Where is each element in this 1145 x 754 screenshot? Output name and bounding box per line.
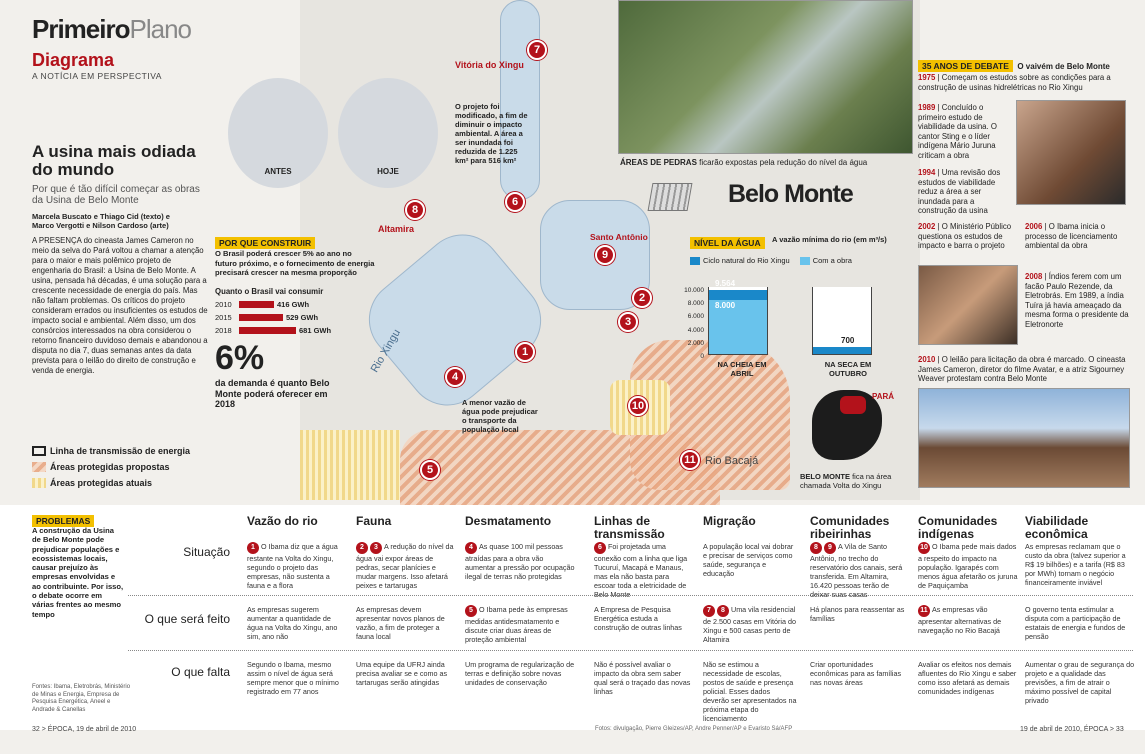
row-label-falta: O que falta bbox=[171, 665, 230, 679]
cell-text: As empresas sugerem aumentar a quantidade de água na Volta do Xingu, ano sim, ano não bbox=[247, 605, 338, 641]
ref-9: 9 bbox=[824, 542, 836, 554]
ref-3: 3 bbox=[370, 542, 382, 554]
photo-cameron bbox=[918, 388, 1130, 488]
why-text: O Brasil poderá crescer 5% ao ano no futuro próximo, e o fornecimento de energia precisará crescer na mesma proporção bbox=[215, 249, 375, 277]
consumo-value: 416 GWh bbox=[277, 300, 310, 309]
timeline-text: Uma revisão dos estudos de viabilidade reduz a área a ser inundada para a construção da usina bbox=[918, 168, 1001, 215]
section-kicker: A NOTÍCIA EM PERSPECTIVA bbox=[32, 71, 162, 81]
cell-text: Não se estimou a necessidade de escolas, postos de saúde e presença policial. Esses dados deverão ser apresentados na próxima etapa do licenciamento bbox=[703, 660, 797, 723]
cell-falta-indigenas bbox=[918, 660, 1018, 696]
cell-text: Uma vila residencial de 2.500 casas em Vitória do Xingu e 500 casas perto de Altamira bbox=[703, 605, 796, 644]
ref-5: 5 bbox=[465, 605, 477, 617]
cell-text: As empresas devem apresentar novos planos de vazão, a fim de proteger a fauna local bbox=[356, 605, 445, 641]
map-marker-10[interactable]: 10 bbox=[628, 396, 648, 416]
timeline-text: Índios ferem com um facão Paulo Rezende, da Eletrobrás. Em 1989, a índia Tuíra já havia ameaçado da mesma forma o presidente da Eletronorte bbox=[1025, 272, 1129, 329]
water-v3: 700 bbox=[841, 336, 855, 345]
water-legend-1-label: Ciclo natural do Rio Xingu bbox=[703, 256, 790, 265]
water-legend-1 bbox=[690, 256, 790, 265]
cell-falta-migracao bbox=[703, 660, 798, 723]
cell-text: As empresas reclamam que o custo da obra (talvez superior a R$ 19 bilhões) e a tarifa (R$ 83 por MWh) tornam o negócio financeiramente inviável bbox=[1025, 542, 1126, 587]
cell-text: As quase 100 mil pessoas atraídas para a obra vão aumentar a pressão por ocupação ilegal de terras não protegidas bbox=[465, 542, 575, 581]
cell-feito-ribeirinhas bbox=[810, 605, 910, 623]
timeline-item-1994: 1994 | Uma revisão dos estudos de viabilidade reduz a área a ser inundada para a construção da usina bbox=[918, 168, 1001, 215]
col-linhas: Linhas de transmissão bbox=[594, 514, 665, 541]
map-marker-1[interactable]: 1 bbox=[515, 342, 535, 362]
big-percent-text: da demanda é quanto Belo Monte poderá oferecer em 2018 bbox=[215, 378, 330, 409]
cell-text: Segundo o Ibama, mesmo assim o nível de água será sempre menor que o mínimo registrado em 77 anos bbox=[247, 660, 339, 696]
para-state bbox=[840, 396, 866, 414]
footer-right: 19 de abril de 2010, ÉPOCA > 33 bbox=[1020, 726, 1124, 733]
water-swatch-1 bbox=[690, 257, 700, 265]
footer-left: 32 > ÉPOCA, 19 de abril de 2010 bbox=[32, 726, 137, 733]
cell-situacao-ribeirinhas bbox=[810, 542, 910, 599]
cell-feito-migracao bbox=[703, 605, 798, 644]
cell-feito-desmatamento bbox=[465, 605, 575, 644]
ref-11: 11 bbox=[918, 605, 930, 617]
timeline-item-2008: 2008 | Índios ferem com um facão Paulo Rezende, da Eletrobrás. Em 1989, a índia Tuíra já havia ameaçado da mesma forma o presidente da Eletronorte bbox=[1025, 272, 1129, 329]
tick: 8.000 bbox=[687, 300, 704, 308]
why-header-label: POR QUE CONSTRUIR bbox=[215, 237, 315, 249]
ref-8: 8 bbox=[810, 542, 822, 554]
timeline-text: Concluído o primeiro estudo de viabilidade da usina. O cantor Sting e o líder indígena Mário Juruna criticam a obra bbox=[918, 103, 997, 160]
photo-dam bbox=[618, 0, 913, 154]
timeline-year: 1989 bbox=[918, 103, 936, 112]
cell-feito-linhas bbox=[594, 605, 692, 632]
ref-4: 4 bbox=[465, 542, 477, 554]
article-title: A usina mais odiada do mundo bbox=[32, 142, 196, 179]
row-label-feito: O que será feito bbox=[144, 612, 230, 626]
cell-text: Criar oportunidades econômicas para as famílias nas novas áreas bbox=[810, 660, 902, 687]
cell-situacao-migracao bbox=[703, 542, 798, 578]
consumo-row-2010 bbox=[215, 298, 365, 311]
cell-text: A população local vai dobrar e precisar de serviços como saúde, segurança e educação bbox=[703, 542, 794, 578]
timeline-text: O Ibama inicia o processo de licenciamento ambiental da obra bbox=[1025, 222, 1118, 250]
dam-icon bbox=[648, 183, 693, 211]
cell-feito-fauna bbox=[356, 605, 456, 641]
cell-falta-desmatamento bbox=[465, 660, 575, 687]
water-ticks bbox=[682, 284, 704, 363]
water-legend-2 bbox=[800, 256, 852, 265]
cell-feito-indigenas bbox=[918, 605, 1018, 635]
article-subtitle: Por que é tão difícil começar as obras da Usina de Belo Monte bbox=[32, 184, 200, 206]
label-rio-bacaja: Rio Bacajá bbox=[705, 455, 759, 467]
consumo-value: 681 GWh bbox=[299, 326, 332, 335]
credits: Fotos: divulgação, Pierre Gleizes/AP, Andre Penner/AP e Evaristo Sá/AFP bbox=[595, 726, 793, 732]
legend-current-swatch bbox=[32, 478, 46, 488]
consumo-value: 529 GWh bbox=[286, 313, 319, 322]
cell-feito-viabilidade bbox=[1025, 605, 1135, 641]
water-legend-2-label: Com a obra bbox=[812, 256, 852, 265]
timeline-title: O vaivém de Belo Monte bbox=[1017, 62, 1110, 71]
cell-text: O Ibama pede mais dados a respeito do impacto na população. Igarapés com menos água afetarão os juruna de Paquiçamba bbox=[918, 542, 1018, 590]
cell-text: Aumentar o grau de segurança do projeto e a qualidade das previsões, a fim de atrair o máximo possível de capital privado bbox=[1025, 660, 1135, 705]
cell-feito-vazao bbox=[247, 605, 347, 641]
photo-tuira bbox=[918, 265, 1018, 345]
col-viabilidade: Viabilidade econômica bbox=[1025, 514, 1089, 541]
consumo-bar bbox=[239, 327, 296, 334]
tick: 2.000 bbox=[687, 339, 704, 347]
water-c2: NA SECA EM OUTUBRO bbox=[824, 360, 872, 378]
water-header bbox=[690, 233, 765, 251]
consumo-bar bbox=[239, 314, 283, 321]
cell-falta-viabilidade bbox=[1025, 660, 1135, 705]
upper-river bbox=[500, 0, 540, 200]
col-indigenas: Comunidades indígenas bbox=[918, 514, 998, 541]
cell-text: Avaliar os efeitos nos demais afluentes do Rio Xingu e saber como isso afetará as demais comunidades indígenas bbox=[918, 660, 1017, 696]
sources: Fontes: Ibama, Eletrobrás, Ministério de Minas e Energia, Empresa de Pesquisa Energética, Aneel e Andrade & Canellas bbox=[32, 684, 131, 713]
cell-situacao-indigenas bbox=[918, 542, 1018, 590]
water-legend bbox=[690, 256, 852, 265]
water-v2: 8.000 bbox=[715, 301, 736, 310]
cell-text: O governo tenta estimular a disputa com a participação de estatais de energia e fundos de pensão bbox=[1025, 605, 1126, 641]
map-marker-9[interactable]: 9 bbox=[595, 245, 615, 265]
map-marker-2[interactable]: 2 bbox=[632, 288, 652, 308]
col-ribeirinhas: Comunidades ribeirinhas bbox=[810, 514, 890, 541]
map-marker-8[interactable]: 8 bbox=[405, 200, 425, 220]
label-rio-xingu: Rio Xingu bbox=[368, 327, 403, 375]
consumo-chart bbox=[215, 298, 365, 337]
cell-situacao-linhas bbox=[594, 542, 692, 599]
consumo-row-2018 bbox=[215, 324, 365, 337]
ref-6: 6 bbox=[594, 542, 606, 554]
cell-falta-linhas bbox=[594, 660, 692, 696]
cell-text: Foi projetada uma conexão com a linha que liga Tucuruí, Macapá e Manaus, mas ela não basta para escoar toda a eletricidade de Belo Monte bbox=[594, 542, 688, 599]
article-lead: A PRESENÇA do cineasta James Cameron no meio da selva do Pará voltou a chamar a atenção para o maior e mais polêmico projeto de engenharia do Brasil: a Usina de Belo Monte. A usina, pensada há décadas, é uma solução para a crescente necessidade de energia do país. Mas não faltam problemas. Os críticos do projeto consideram errados ou insuficientes os estudos de impacto social e ambiental. Além disso, um dos consórcios interessados na obra considerou o retorno financeiro duvidoso demais e abandonou a disputa no dia 7, duas semanas antes da data prevista para o leilão do direito de construção e venda de energia. bbox=[32, 236, 208, 375]
brand-bold: Primeiro bbox=[32, 14, 130, 44]
thumb-after-label: HOJE bbox=[377, 167, 399, 176]
cell-falta-fauna bbox=[356, 660, 456, 687]
ref-1: 1 bbox=[247, 542, 259, 554]
cell-situacao-fauna bbox=[356, 542, 456, 590]
article-byline: Marcela Buscato e Thiago Cid (texto) e Marco Vergotti e Nilson Cardoso (arte) bbox=[32, 212, 170, 230]
big-percent: 6% bbox=[215, 339, 265, 377]
timeline-header bbox=[918, 56, 1110, 74]
ref-7: 7 bbox=[703, 605, 715, 617]
timeline-year: 2010 bbox=[918, 355, 936, 364]
label-santo: Santo Antônio bbox=[590, 232, 648, 242]
label-vitoria: Vitória do Xingu bbox=[455, 60, 524, 70]
timeline-year: 2006 bbox=[1025, 222, 1043, 231]
water-bar-seca bbox=[813, 347, 871, 354]
cell-text: Uma equipe da UFRJ ainda precisa avaliar se e como as tartarugas serão atingidas bbox=[356, 660, 448, 687]
cell-text: O Ibama pede às empresas medidas antidesmatamento e discute criar duas áreas de proteção ambiental bbox=[465, 605, 568, 644]
water-tank-1 bbox=[708, 279, 768, 355]
timeline-item-2010: 2010 | O leilão para licitação da obra é marcado. O cineasta James Cameron, diretor do filme Avatar, e a atriz Sigourney Weaver protestam contra Belo Monte bbox=[918, 355, 1126, 383]
thumb-before bbox=[228, 78, 328, 188]
timeline-text: O Ministério Público questiona os estudos de impacto e barra o projeto bbox=[918, 222, 1012, 250]
legend-current-label: Áreas protegidas atuais bbox=[50, 478, 153, 488]
legend-lines-label: Linha de transmissão de energia bbox=[50, 446, 191, 456]
map-marker-5[interactable]: 5 bbox=[420, 460, 440, 480]
volta-note bbox=[800, 472, 920, 490]
cell-falta-ribeirinhas bbox=[810, 660, 910, 687]
legend-proposed-label: Áreas protegidas propostas bbox=[50, 462, 170, 472]
water-title: A vazão mínima do rio (em m³/s) bbox=[772, 235, 887, 244]
brand bbox=[32, 14, 191, 45]
consumo-year: 2010 bbox=[215, 300, 232, 309]
water-tank-2 bbox=[812, 287, 872, 355]
label-menor: A menor vazão de água pode prejudicar o transporte da população local bbox=[462, 398, 538, 434]
water-swatch-2 bbox=[800, 257, 810, 265]
timeline-item-2006: 2006 | O Ibama inicia o processo de licenciamento ambiental da obra bbox=[1025, 222, 1118, 250]
cell-text: O Ibama diz que a água restante na Volta do Xingu, segundo o projeto das empresas, não sustenta a fauna e a flora bbox=[247, 542, 338, 590]
map-marker-11[interactable]: 11 bbox=[680, 450, 700, 470]
timeline-year: 2008 bbox=[1025, 272, 1043, 281]
volta-text: fica na área chamada Volta do Xingu bbox=[800, 472, 892, 490]
timeline-text: O leilão para licitação da obra é marcado. O cineasta James Cameron, diretor do filme Avatar, e a atriz Sigourney Weaver protestam contra Belo Monte bbox=[918, 355, 1126, 383]
water-c1: NA CHEIA EM ABRIL bbox=[717, 360, 767, 378]
tick: 4.000 bbox=[687, 326, 704, 334]
thumb-before-label: ANTES bbox=[264, 167, 292, 176]
cell-text: A Empresa de Pesquisa Energética estuda a construção de outras linhas bbox=[594, 605, 682, 632]
cell-text: Não é possível avaliar o impacto da obra sem saber qual será o traçado das novas linhas bbox=[594, 660, 691, 696]
belo-monte-title: Belo Monte bbox=[728, 180, 853, 208]
legend-proposed bbox=[32, 459, 190, 475]
timeline-year: 1994 bbox=[918, 168, 936, 177]
legend-current bbox=[32, 475, 190, 491]
cell-text: A Vila de Santo Antônio, no trecho do reservatório dos canais, será transferida. Em Altamira, 16.420 pessoas terão de deixar suas casas bbox=[810, 542, 903, 599]
consumo-bar bbox=[239, 301, 274, 308]
map-marker-6[interactable]: 6 bbox=[505, 192, 525, 212]
cell-situacao-desmatamento bbox=[465, 542, 575, 581]
photo-sting bbox=[1016, 100, 1126, 205]
legend bbox=[32, 443, 190, 491]
brand-light: Plano bbox=[129, 14, 191, 44]
row-divider-2 bbox=[128, 650, 1133, 651]
tick: 10.000 bbox=[684, 287, 704, 294]
consumo-year: 2015 bbox=[215, 313, 232, 322]
problems-text: A construção da Usina de Belo Monte pode prejudicar populações e ecossistemas locais, causar prejuízo às empresas envolvidas e ao contribuinte. Por isso, o debate ocorre em várias frentes ao mesmo tempo bbox=[32, 526, 124, 619]
timeline-item-1989: 1989 | Concluído o primeiro estudo de viabilidade da usina. O cantor Sting e o líder indígena Mário Juruna criticam a obra bbox=[918, 103, 997, 160]
col-fauna: Fauna bbox=[356, 514, 392, 528]
legend-lines-swatch bbox=[32, 446, 46, 456]
ref-2: 2 bbox=[356, 542, 368, 554]
problems-header-label: PROBLEMAS bbox=[32, 515, 94, 527]
label-para: PARÁ bbox=[872, 392, 895, 401]
areas-pedras-bold: ÁREAS DE PEDRAS bbox=[620, 158, 697, 167]
consumo-row-2015 bbox=[215, 311, 365, 324]
cell-situacao-vazao bbox=[247, 542, 347, 590]
current-area-left bbox=[300, 430, 400, 500]
timeline-item-1975: 1975 | Começam os estudos sobre as condições para a construção de usinas hidrelétricas no Rio Xingu bbox=[918, 73, 1111, 92]
tick: 6.000 bbox=[687, 313, 704, 321]
timeline-item-2002: 2002 | O Ministério Público questiona os estudos de impacto e barra o projeto bbox=[918, 222, 1012, 250]
cell-text: As empresas vão apresentar alternativas de navegação no Rio Bacajá bbox=[918, 605, 1002, 635]
label-altamira: Altamira bbox=[378, 224, 415, 234]
areas-pedras-text: ficarão expostas pela redução do nível da água bbox=[699, 158, 868, 167]
timeline-year: 1975 bbox=[918, 73, 936, 82]
map-marker-3[interactable]: 3 bbox=[618, 312, 638, 332]
map-marker-4[interactable]: 4 bbox=[445, 367, 465, 387]
col-vazao: Vazão do rio bbox=[247, 514, 318, 528]
label-projeto: O projeto foi modificado, a fim de diminuir o impacto ambiental. A área a ser inundada foi reduzida de 1.225 km² para 516 km² bbox=[455, 102, 528, 165]
ref-8b: 8 bbox=[717, 605, 729, 617]
cell-text: A redução do nível da água vai expor áreas de pedras, secar planícies e mudar margens. Isso afetará peixes e tartarugas bbox=[356, 542, 454, 590]
col-desmatamento: Desmatamento bbox=[465, 514, 552, 528]
legend-lines bbox=[32, 443, 190, 459]
timeline-year: 2002 bbox=[918, 222, 936, 231]
consumo-year: 2018 bbox=[215, 326, 232, 335]
thumb-after bbox=[338, 78, 438, 188]
tick: 0 bbox=[700, 353, 704, 361]
timeline-text: Começam os estudos sobre as condições para a construção de usinas hidrelétricas no Rio Xingu bbox=[918, 73, 1111, 92]
cell-situacao-viabilidade bbox=[1025, 542, 1135, 587]
cell-falta-vazao bbox=[247, 660, 347, 696]
consumo-title: Quanto o Brasil vai consumir bbox=[215, 287, 324, 296]
volta-bold: BELO MONTE bbox=[800, 472, 850, 481]
section-title: Diagrama bbox=[32, 50, 115, 70]
legend-proposed-swatch bbox=[32, 462, 46, 472]
cell-text: Há planos para reassentar as famílias bbox=[810, 605, 905, 623]
water-header-label: NÍVEL DA ÁGUA bbox=[690, 237, 765, 249]
ref-10: 10 bbox=[918, 542, 930, 554]
cell-text: Um programa de regularização de terras e definição sobre novas unidades de conservação bbox=[465, 660, 575, 687]
timeline-header-label: 35 ANOS DE DEBATE bbox=[918, 60, 1013, 72]
areas-pedras bbox=[620, 158, 880, 167]
map-marker-7[interactable]: 7 bbox=[527, 40, 547, 60]
water-v1: 9.564 bbox=[715, 279, 736, 288]
col-migracao: Migração bbox=[703, 514, 756, 528]
row-label-situacao: Situação bbox=[183, 545, 230, 559]
